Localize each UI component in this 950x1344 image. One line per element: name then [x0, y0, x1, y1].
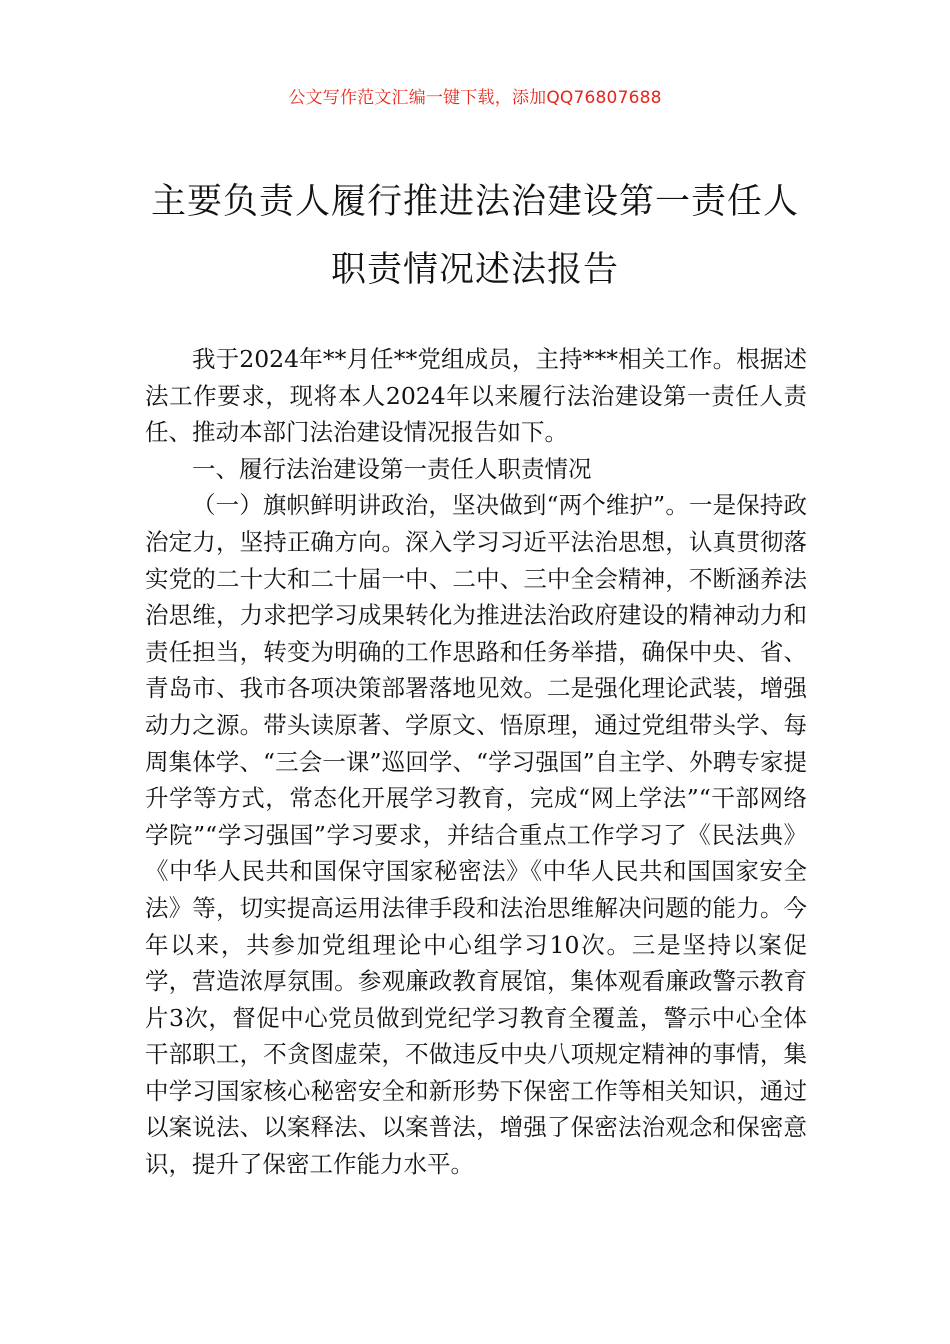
download-notice: 公文写作范文汇编一键下载，添加QQ76807688 [288, 88, 662, 108]
intro-paragraph: 我于2024年**月任**党组成员，主持***相关工作。根据述法工作要求，现将本人2024年以来履行法治建设第一责任人责任、推动本部门法治建设情况报告如下。 [145, 345, 807, 447]
report-body [145, 341, 807, 1183]
title-line-1: 主要负责人履行推进法治建设第一责任人 [150, 182, 799, 222]
title-line-2: 职责情况述法报告 [330, 250, 619, 290]
section-heading: 一、履行法治建设第一责任人职责情况 [192, 454, 592, 483]
section-1-paragraph: （一）旗帜鲜明讲政治，坚决做到“两个维护”。一是保持政治定力，坚持正确方向。深入学习习近平法治思想，认真贯彻落实党的二十大和二十届一中、二中、三中全会精神，不断涵养法治思维，力求把学习成果转化为推进法治政府建设的精神动力和责任担当，转变为明确的工作思路和任务举措，确保中央、省、青岛市、我市各项决策部署落地见效。二是强化理论武装，增强动力之源。带头读原著、学原文、悟原理，通过党组带头学、每周集体学、“三会一课”巡回学、“学习强国”自主学、外聘专家提升学等方式，常态化开展学习教育，完成“网上学法”“干部网络学院”“学习强国”学习要求，并结合重点工作学习了《民法典》《中华人民共和国保守国家秘密法》《中华人民共和国国家安全法》等，切实提高运用法律手段和法治思维解决问题的能力。今年以来，共参加党组理论中心组学习10次。三是坚持以案促学，营造浓厚氛围。参观廉政教育展馆，集体观看廉政警示教育片3次，督促中心党员做到党纪学习教育全覆盖，警示中心全体干部职工，不贪图虚荣，不做违反中央八项规定精神的事情，集中学习国家核心秘密安全和新形势下保密工作等相关知识，通过以案说法、以案释法、以案普法，增强了保密法治观念和保密意识，提升了保密工作能力水平。 [145, 491, 807, 1179]
